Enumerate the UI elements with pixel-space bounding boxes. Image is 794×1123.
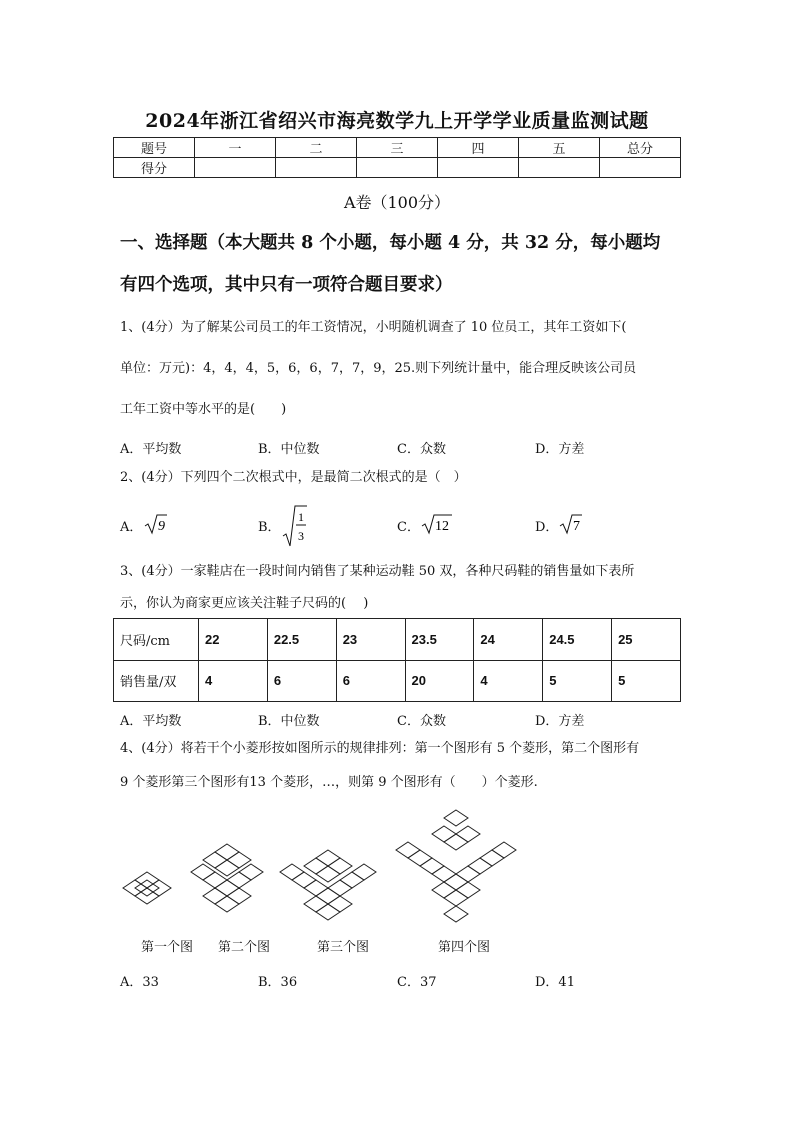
figure-2-rhombus <box>203 888 227 904</box>
figure-2-rhombus <box>215 896 239 912</box>
part1-heading-line2: 有四个选项，其中只有一项符合题目要求） <box>120 275 453 295</box>
score-cell: 一 <box>195 138 276 158</box>
q3-option-b[interactable]: B．中位数 <box>258 714 320 729</box>
figure-4-rhombus <box>444 874 468 890</box>
score-cell: 总分 <box>600 138 681 158</box>
q2-option-d[interactable] <box>535 516 558 535</box>
figure-4-rhombus <box>408 850 432 866</box>
q2-radicand-numerator: 1 <box>298 510 304 524</box>
q1-line2: 单位：万元)：4，4，4，5，6，6，7，7，9，25.则下列统计量中，能合理反映该公司员 <box>120 361 637 376</box>
size-cell: 22 <box>199 619 268 661</box>
size-cell: 22.5 <box>267 619 336 661</box>
sales-cell: 6 <box>336 660 405 702</box>
q4-line1: 4、(4分）将若干个小菱形按如图所示的规律排列：第一个图形有 5 个菱形，第二个图形有 <box>120 741 640 756</box>
q2-option-a[interactable] <box>120 516 142 535</box>
figure-2-rhombus <box>227 872 251 888</box>
q4-option-d[interactable]: D．41 <box>535 975 575 990</box>
sales-cell: 20 <box>405 660 474 702</box>
figure-4-rhombus <box>480 850 504 866</box>
figure-3-rhombus <box>316 866 340 882</box>
score-cell: 得分 <box>114 158 195 178</box>
figure-3-rhombus <box>316 888 340 904</box>
size-cell: 24 <box>474 619 543 661</box>
size-cell: 25 <box>612 619 681 661</box>
figure-3-rhombus <box>316 904 340 920</box>
q2-option-a-label: A． <box>120 520 143 535</box>
figure-4-rhombus <box>456 866 480 882</box>
figure-3-rhombus <box>304 896 328 912</box>
q3-line1: 3、(4分）一家鞋店在一段时间内销售了某种运动鞋 50 双，各种尺码鞋的销售量如下表所 <box>120 564 635 579</box>
figure-2-rhombus <box>215 844 239 860</box>
page-title: 2024年浙江省绍兴市海亮数学九上开学学业质量监测试题 <box>145 110 649 132</box>
q3-option-a[interactable]: A．平均数 <box>120 714 182 729</box>
figure-4-rhombus <box>432 882 456 898</box>
q2-radicand-12: 12 <box>435 519 449 534</box>
q1-option-b[interactable]: B．中位数 <box>258 442 320 457</box>
score-cell <box>600 158 681 178</box>
sales-cell: 4 <box>199 660 268 702</box>
figure-4-rhombus <box>468 858 492 874</box>
score-cell: 四 <box>438 138 519 158</box>
shoe-sales-table <box>113 618 681 702</box>
score-cell: 五 <box>519 138 600 158</box>
sales-label-cell: 销售量/双 <box>114 660 199 702</box>
sales-cell: 5 <box>612 660 681 702</box>
figure-3-rhombus <box>328 896 352 912</box>
score-cell <box>357 158 438 178</box>
caption-figure-4: 第四个图 <box>438 940 491 955</box>
sales-cell: 6 <box>267 660 336 702</box>
caption-figure-2: 第二个图 <box>218 940 271 955</box>
q4-option-b[interactable]: B．36 <box>258 975 298 990</box>
part1-heading-line1: 一、选择题（本大题共 8 个小题，每小题 4 分，共 32 分，每小题均 <box>120 233 661 253</box>
score-table <box>113 137 681 178</box>
figure-4-rhombus <box>444 906 468 922</box>
figure-3-rhombus <box>292 872 316 888</box>
sqrt-12-icon <box>421 512 453 536</box>
score-cell <box>438 158 519 178</box>
q3-option-c[interactable]: C．众数 <box>397 714 446 729</box>
size-cell: 23.5 <box>405 619 474 661</box>
figure-2-rhombus <box>191 864 215 880</box>
figure-4-rhombus <box>444 810 468 826</box>
q2-stem: 2、(4分）下列四个二次根式中，是最简二次根式的是（ ） <box>120 470 467 485</box>
q2-option-c[interactable] <box>397 516 420 535</box>
q2-radicand-7: 7 <box>573 519 580 534</box>
score-table-score-row <box>114 158 681 178</box>
q2-radicand-9: 9 <box>158 519 165 534</box>
q4-option-c[interactable]: C．37 <box>397 975 437 990</box>
caption-figure-1: 第一个图 <box>141 940 194 955</box>
score-cell: 题号 <box>114 138 195 158</box>
figure-2-rhombus <box>227 852 251 868</box>
sqrt-9-icon <box>144 512 168 536</box>
sales-cell: 5 <box>543 660 612 702</box>
score-cell <box>276 158 357 178</box>
figure-4-rhombus <box>444 834 468 850</box>
sales-row <box>114 660 681 702</box>
figure-3-rhombus <box>304 858 328 874</box>
q4-line2: 9 个菱形第三个图形有13 个菱形，…，则第 9 个图形有（ ）个菱形. <box>120 775 538 790</box>
figure-2-rhombus <box>203 872 227 888</box>
q3-option-d[interactable]: D．方差 <box>535 714 585 729</box>
figure-4-rhombus <box>432 826 456 842</box>
figure-4-rhombus <box>456 882 480 898</box>
score-cell: 二 <box>276 138 357 158</box>
q1-option-a[interactable]: A．平均数 <box>120 442 182 457</box>
figure-4-rhombus <box>492 842 516 858</box>
q2-option-b-label: B． <box>258 520 281 535</box>
figure-2-rhombus <box>203 852 227 868</box>
score-cell <box>519 158 600 178</box>
q1-line3: 工年工资中等水平的是( ) <box>120 402 287 417</box>
figure-3-rhombus <box>340 872 364 888</box>
q4-option-a[interactable]: A．33 <box>120 975 159 990</box>
figure-4-rhombus <box>420 858 444 874</box>
figure-2-rhombus <box>239 864 263 880</box>
section-a-heading: A卷（100分） <box>343 193 451 212</box>
figure-2-rhombus <box>215 860 239 876</box>
size-cell: 23 <box>336 619 405 661</box>
q1-option-d[interactable]: D．方差 <box>535 442 585 457</box>
sqrt-one-third-icon <box>282 503 308 549</box>
size-label-cell: 尺码/cm <box>114 619 199 661</box>
score-cell: 三 <box>357 138 438 158</box>
figure-2-rhombus <box>215 880 239 896</box>
q3-line2: 示，你认为商家更应该关注鞋子尺码的( ) <box>120 596 369 611</box>
q2-option-d-label: D． <box>535 520 559 535</box>
score-cell <box>195 158 276 178</box>
figure-4-rhombus <box>432 866 456 882</box>
sizes-row <box>114 619 681 661</box>
q2-option-b[interactable] <box>258 516 281 535</box>
q1-option-c[interactable]: C．众数 <box>397 442 446 457</box>
sales-cell: 4 <box>474 660 543 702</box>
q2-option-c-label: C． <box>397 520 420 535</box>
figure-3-rhombus <box>316 850 340 866</box>
q2-radicand-denominator: 3 <box>298 529 304 543</box>
score-table-header-row <box>114 138 681 158</box>
figure-3-rhombus <box>280 864 304 880</box>
caption-figure-3: 第三个图 <box>317 940 370 955</box>
figure-4-rhombus <box>456 826 480 842</box>
figure-3-rhombus <box>304 880 328 896</box>
figure-3-rhombus <box>328 858 352 874</box>
q1-line1: 1、(4分）为了解某公司员工的年工资情况，小明随机调查了 10 位员工，其年工资如下( <box>120 320 627 335</box>
figure-2-rhombus <box>227 888 251 904</box>
size-cell: 24.5 <box>543 619 612 661</box>
figure-3-rhombus <box>352 864 376 880</box>
figure-3-rhombus <box>328 880 352 896</box>
figure-4-rhombus <box>396 842 420 858</box>
figure-4-rhombus <box>444 890 468 906</box>
sqrt-7-icon <box>559 512 583 536</box>
rhombus-pattern-figure <box>0 800 794 930</box>
